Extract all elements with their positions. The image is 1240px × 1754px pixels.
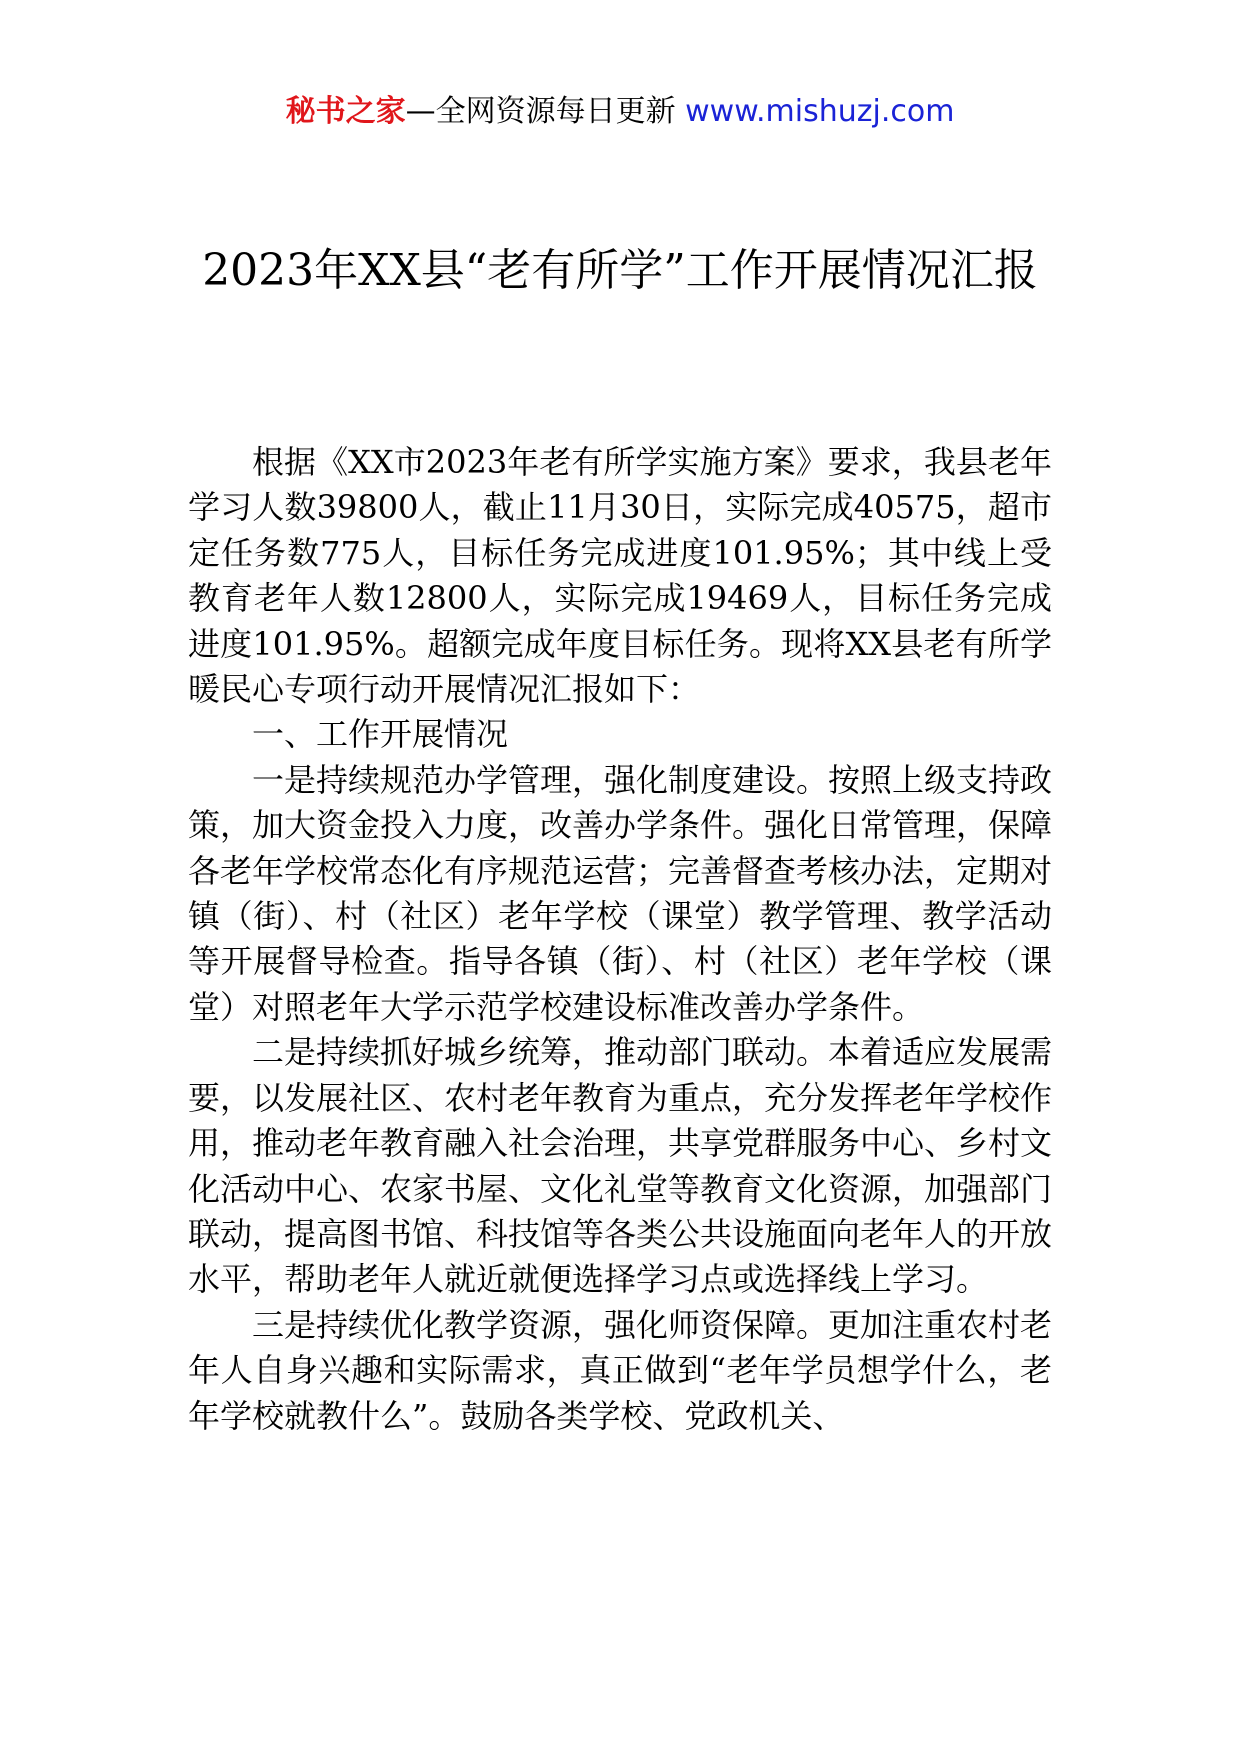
body-paragraph-1: 一是持续规范办学管理，强化制度建设。按照上级支持政策，加大资金投入力度，改善办学条件。强化日常管理，保障各老年学校常态化有序规范运营；完善督查考核办法，定期对镇（街）、村（社区）老年学校（课堂）教学管理、教学活动等开展督导检查。指导各镇（街）、村（社区）老年学校（课堂）对照老年大学示范学校建设标准改善办学条件。 [188, 760, 1053, 1026]
site-url-link[interactable]: www.mishuzj.com [685, 94, 955, 129]
section-heading: 一、工作开展情况 [252, 715, 509, 754]
intro-paragraph: 根据《XX市2023年老有所学实施方案》要求，我县老年学习人数39800人，截止11月30日，实际完成40575，超市定任务数775人，目标任务完成进度101.95%；其中线上受教育老年人数12800人，实际完成19469人，目标任务完成进度101.95%。超额完成年度目标任务。现将XX县老有所学暖民心专项行动开展情况汇报如下： [188, 443, 1052, 709]
document-title: 2023年XX县“老有所学”工作开展情况汇报 [202, 245, 1038, 296]
brand-name: 秘书之家 [285, 94, 406, 129]
body-paragraph-3: 三是持续优化教学资源，强化师资保障。更加注重农村老年人自身兴趣和实际需求，真正做到“老年学员想学什么，老年学校就教什么”。鼓励各类学校、党政机关、 [188, 1305, 1053, 1435]
site-header-banner [0, 92, 1240, 132]
body-paragraph-2: 二是持续抓好城乡统筹，推动部门联动。本着适应发展需要，以发展社区、农村老年教育为重点，充分发挥老年学校作用，推动老年教育融入社会治理，共享党群服务中心、乡村文化活动中心、农家书屋、文化礼堂等教育文化资源，加强部门联动，提高图书馆、科技馆等各类公共设施面向老年人的开放水平，帮助老年人就近就便选择学习点或选择线上学习。 [188, 1033, 1053, 1299]
document-body [188, 440, 1052, 1439]
header-tagline: —全网资源每日更新 [405, 94, 686, 129]
